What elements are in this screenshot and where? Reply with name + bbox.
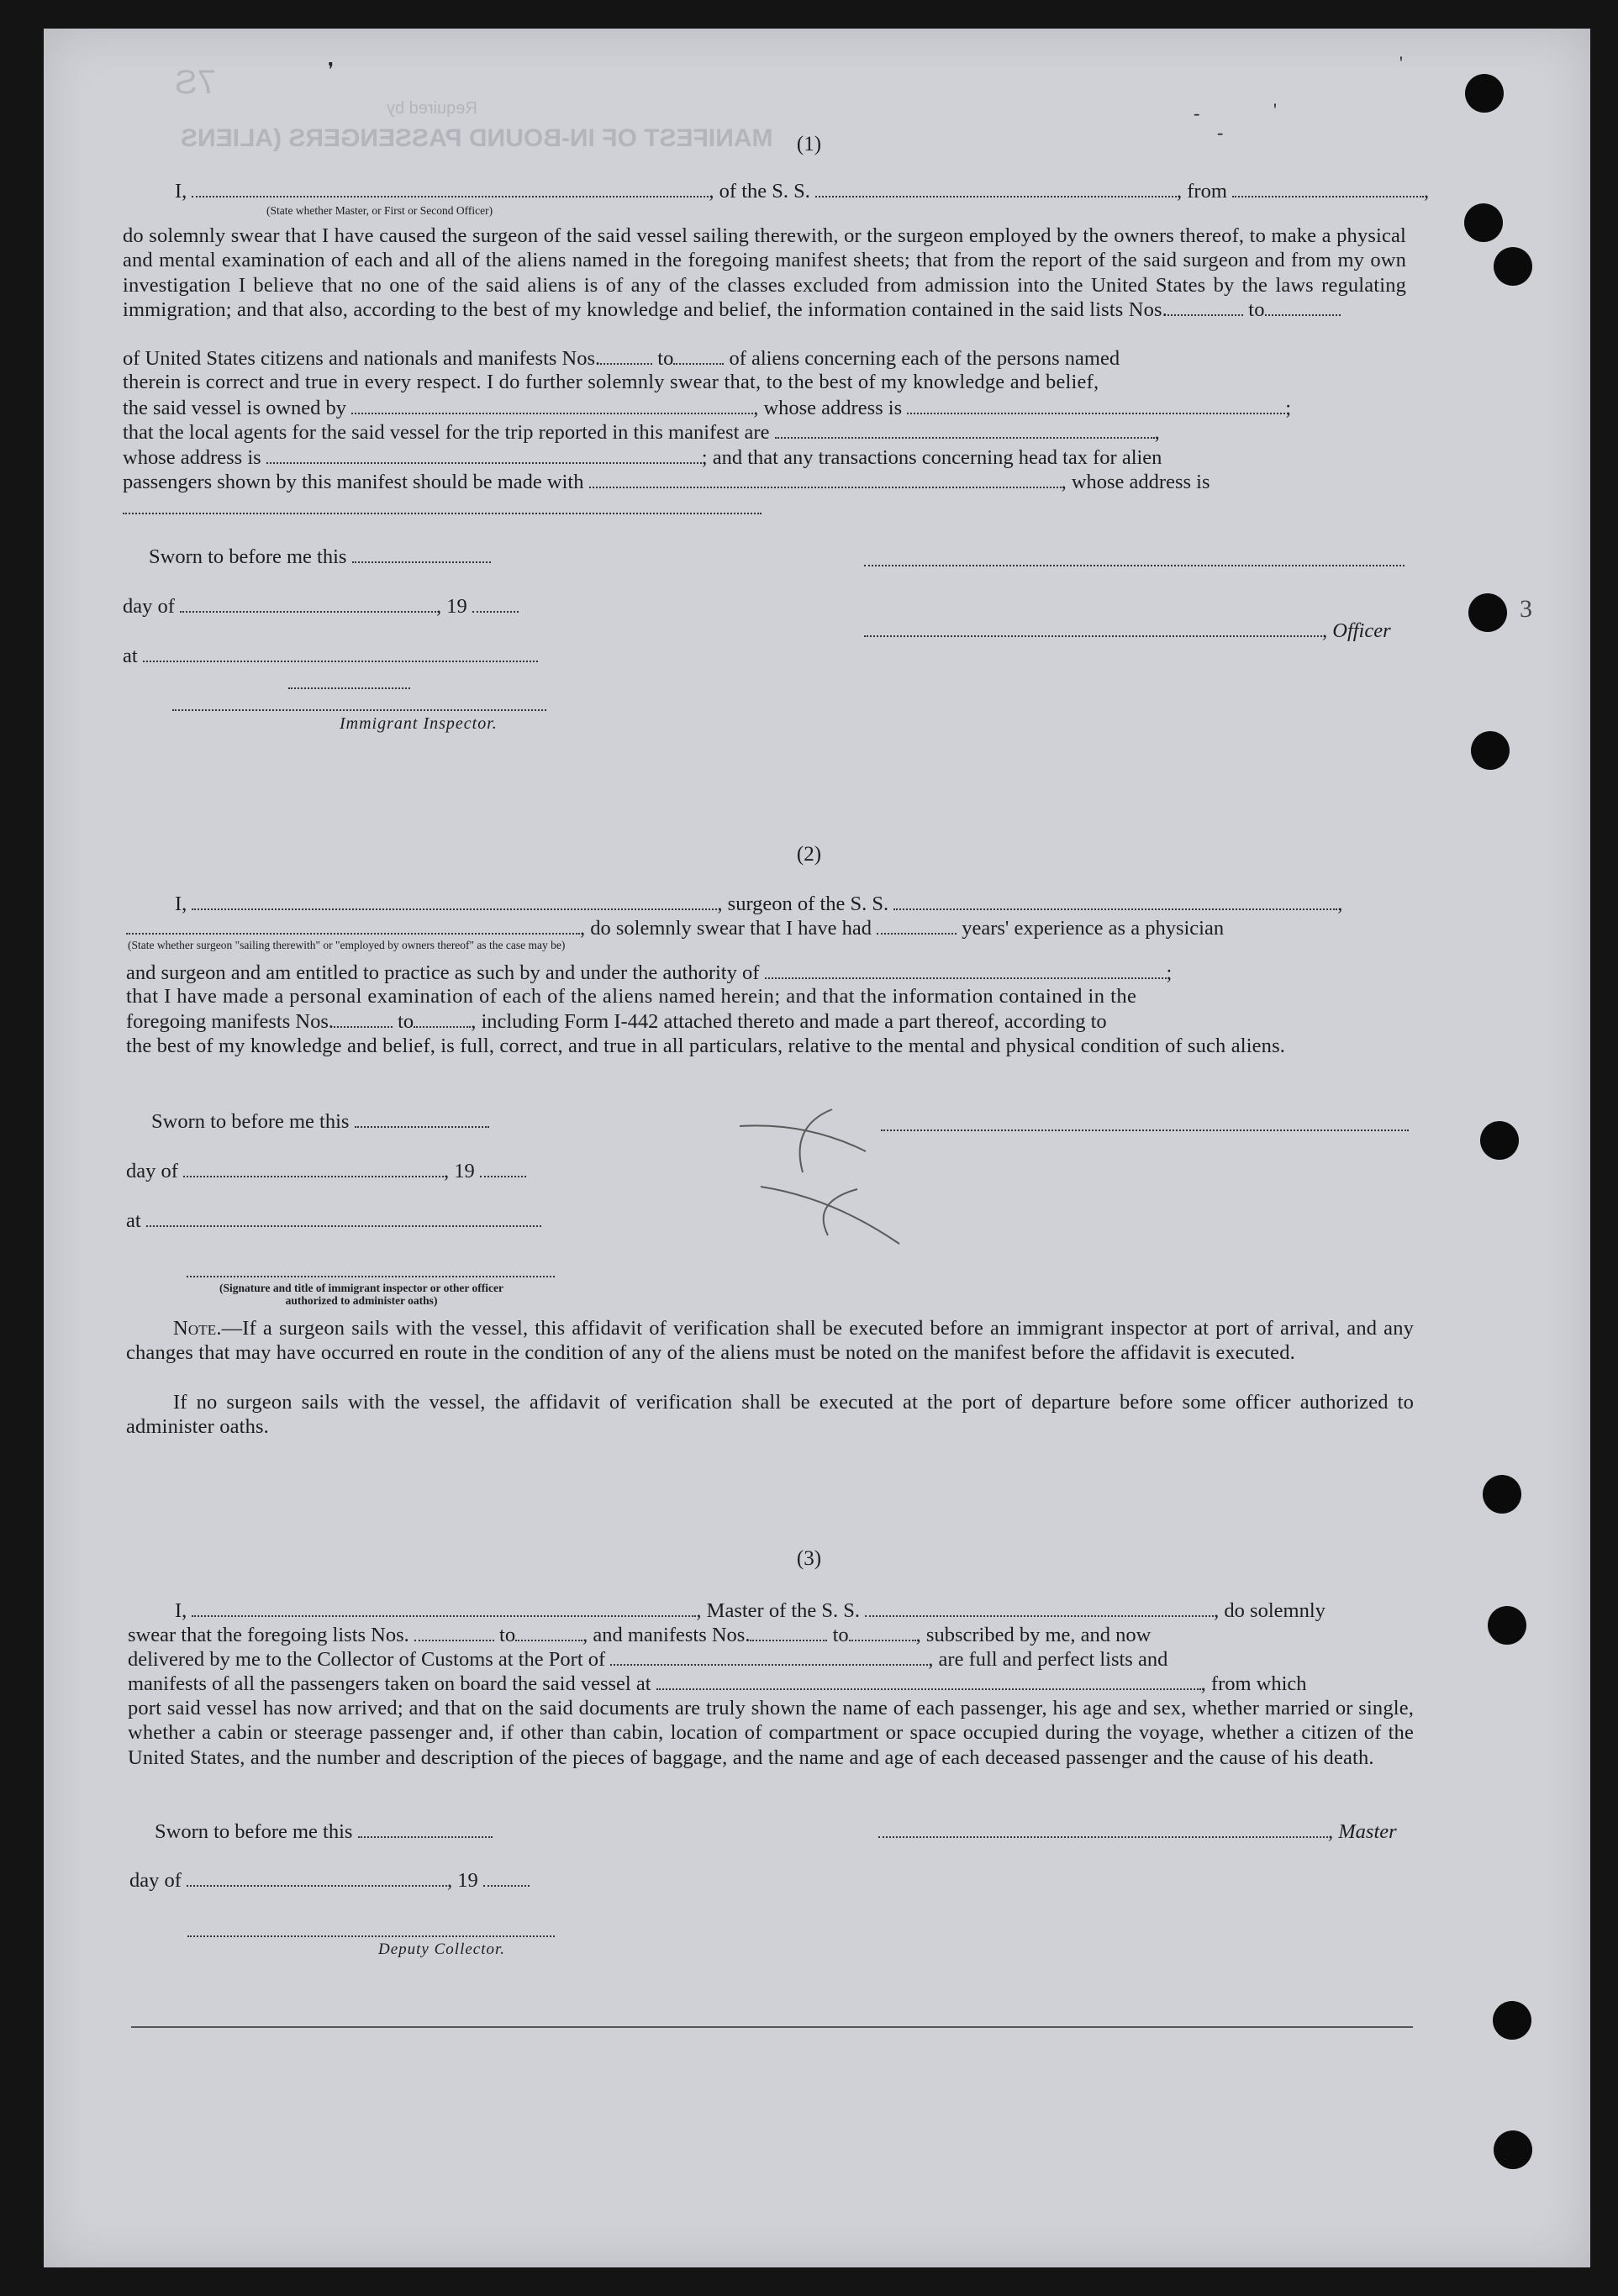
- section-3-deputy-label: Deputy Collector.: [378, 1941, 506, 1958]
- section-3-sworn: Sworn to before me this: [155, 1819, 493, 1844]
- section-2-note-1: Note.—If a surgeon sails with the vessel, this affidavit of verification shall be executed before an immigrant inspector at port of arrival, and any changes that may have occurred en route in the condition of any of the aliens must be noted on the manifest before the affidavit is executed.: [126, 1317, 1414, 1365]
- section-1-line-us: of United States citizens and nationals and manifests Nos. to of aliens concerning each of the persons named: [123, 347, 1120, 370]
- section-1-line-passengers: passengers shown by this manifest should be made with , whose address is: [123, 471, 1210, 493]
- section-2-sworn: Sworn to before me this: [151, 1109, 489, 1134]
- margin-mark: 3: [1520, 595, 1532, 623]
- section-2-paragraph-end: the best of my knowledge and belief, is full, correct, and true in all particulars, relative to the mental and physical condition of such aliens.: [126, 1035, 1286, 1057]
- stray-mark: ': [1399, 52, 1403, 73]
- section-2-line-5: foregoing manifests Nos. to , including Form I-442 attached thereto and made a part thereof, according to: [126, 1010, 1107, 1033]
- section-1-at: at: [123, 644, 538, 668]
- bleed-through-title: MANIFEST OF IN-BOUND PASSENGERS (ALIENS: [181, 124, 773, 152]
- section-2-caption: (State whether surgeon "sailing therewith" or "employed by owners thereof" as the case may be): [128, 939, 566, 951]
- section-2-number: (2): [796, 843, 822, 866]
- section-3-line-3: delivered by me to the Collector of Customs at the Port of , are full and perfect lists and: [128, 1648, 1168, 1671]
- section-3-paragraph: port said vessel has now arrived; and that on the said documents are truly shown the name of each passenger, his age and sex, whether married or single, whether a cabin or steerage passenger and, if other than cabin, location of compartment or space occupied during the voyage, whether a citizen of the United States, and the number and description of the pieces of baggage, and the name and age of each deceased passenger and the cause of his death.: [128, 1697, 1414, 1769]
- section-1-line-correct: therein is correct and true in every respect. I do further solemnly swear that, to the best of my knowledge and belief,: [123, 371, 1099, 393]
- section-1-caption: (State whether Master, or First or Second Officer): [266, 204, 493, 217]
- stray-mark: -: [1217, 122, 1224, 143]
- stray-mark: ': [1273, 99, 1277, 120]
- section-2-line-3: and surgeon and am entitled to practice as such by and under the authority of ;: [126, 961, 1173, 984]
- section-1-line-owned: the said vessel is owned by , whose address is ;: [123, 397, 1292, 419]
- section-2-line-1: I, , surgeon of the S. S. ,: [175, 893, 1343, 915]
- section-2-at: at: [126, 1209, 541, 1233]
- section-1-inspector-label: Immigrant Inspector.: [340, 714, 498, 733]
- bottom-rule: [131, 2026, 1413, 2028]
- section-2-day: day of , 19: [126, 1159, 526, 1183]
- section-3-deputy-blank: [187, 1935, 555, 1937]
- section-3-line-2: swear that the foregoing lists Nos. to , and manifests Nos. to , subscribed by me, and now: [128, 1624, 1152, 1646]
- stray-mark: -: [1194, 103, 1200, 124]
- section-1-officer: , Officer: [864, 619, 1391, 643]
- section-3-number: (3): [796, 1547, 822, 1570]
- section-1-sworn: Sworn to before me this: [149, 545, 491, 569]
- section-1-line-whose: whose address is ; and that any transactions concerning head tax for alien: [123, 446, 1162, 469]
- section-1-day: day of , 19: [123, 594, 519, 619]
- section-2-line-4: that I have made a personal examination of each of the aliens named herein; and that the information contained in the: [126, 985, 1137, 1008]
- section-2-line-2: , do solemnly swear that I have had years' experience as a physician: [126, 916, 1224, 940]
- section-1-number: (1): [796, 133, 822, 155]
- section-3-master: , Master: [878, 1819, 1397, 1844]
- bleed-through-num: 7S: [175, 64, 216, 101]
- section-3-line-4: manifests of all the passengers taken on board the said vessel at , from which: [128, 1672, 1307, 1695]
- section-1-line-agents: that the local agents for the said vessel for the trip reported in this manifest are ,: [123, 421, 1160, 444]
- section-3-line-1: I, , Master of the S. S. , do solemnly: [175, 1599, 1325, 1622]
- section-2-note-2: If no surgeon sails with the vessel, the affidavit of verification shall be executed at the port of departure before some officer authorized to administer oaths.: [126, 1391, 1414, 1439]
- stray-mark: ❜: [328, 59, 335, 80]
- section-1-paragraph: do solemnly swear that I have caused the surgeon of the said vessel sailing therewith, or the surgeon employed by the owners thereof, to make a physical and mental examination of each and all of the aliens named in the foregoing manifest sheets; that from the report of the said surgeon and from my own investigation I believe that no one of the said aliens is of any of the classes excluded from admission into the United States by the laws regulating immigration; and that also, according to the best of my knowledge and belief, the information contained in the said lists Nos. to: [123, 224, 1406, 321]
- section-1-line-1: I, , of the S. S. , from ,: [175, 180, 1430, 203]
- section-2-signature-caption: (Signature and title of immigrant inspector or other officer authorized to administer oaths): [219, 1282, 503, 1307]
- bleed-through-sub: Required by: [387, 99, 477, 118]
- section-3-day: day of , 19: [129, 1868, 530, 1893]
